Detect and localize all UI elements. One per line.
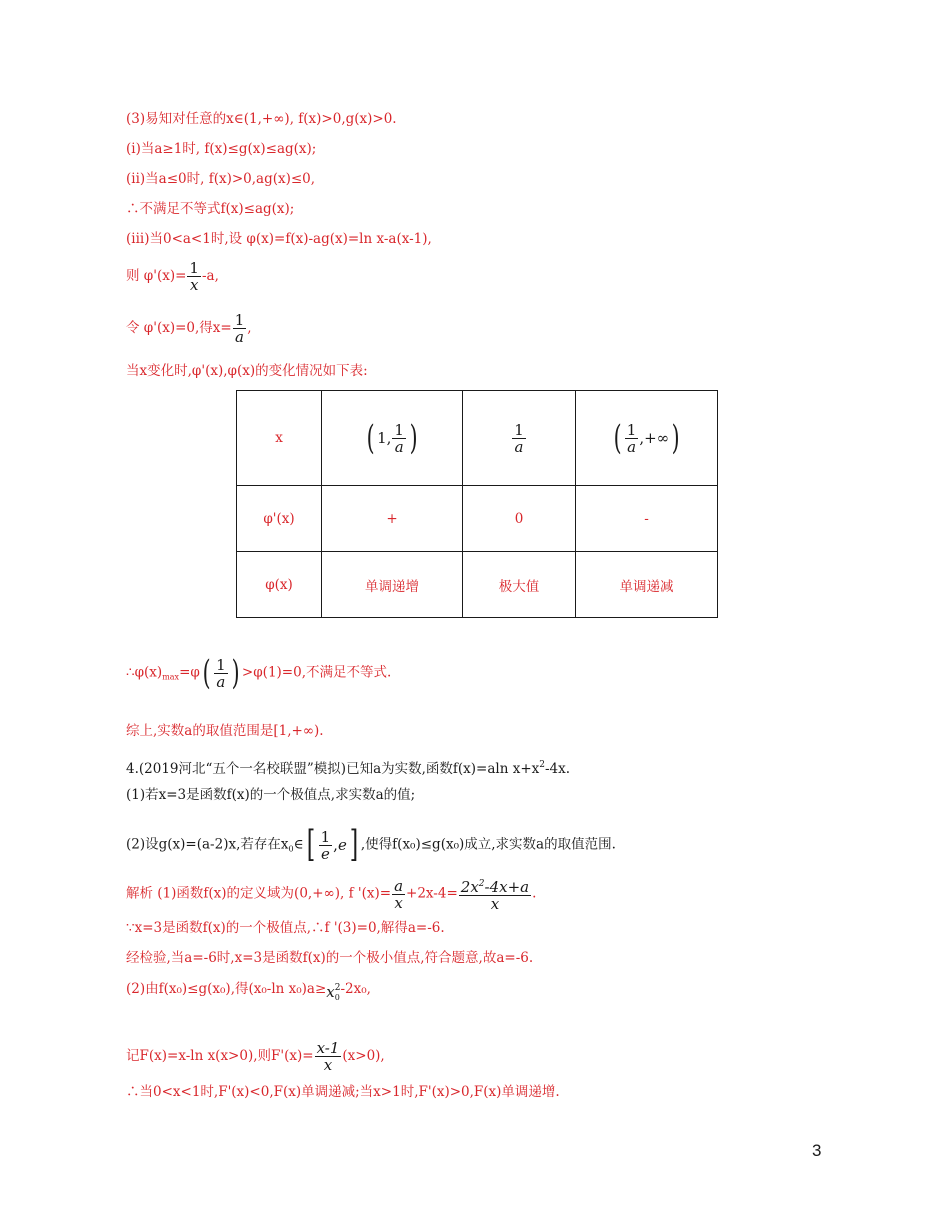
denominator: a bbox=[394, 437, 404, 456]
table-cell bbox=[576, 391, 718, 486]
text: -2x₀, bbox=[340, 981, 371, 997]
text: 令 φ'(x)=0,得x= bbox=[126, 320, 232, 336]
bracket-right: ] bbox=[349, 824, 359, 865]
solution-line-1: (3)易知对任意的x∈(1,+∞), f(x)>0,g(x)>0. bbox=[126, 111, 397, 127]
text: (2)设g(x)=(a-2)x,若存在x bbox=[126, 836, 289, 853]
fraction-1-over-a bbox=[392, 422, 406, 455]
denominator: x bbox=[323, 1056, 333, 1074]
fraction-x-minus-1-over-x bbox=[315, 1040, 342, 1073]
denominator: a bbox=[627, 437, 637, 456]
superscript: 2 bbox=[334, 983, 341, 993]
math-plus-infinity: ,+∞ bbox=[639, 429, 670, 447]
math-e: e bbox=[337, 836, 347, 854]
text: -a, bbox=[201, 268, 219, 284]
solution-line-8: 当x变化时,φ'(x),φ(x)的变化情况如下表: bbox=[126, 363, 368, 379]
problem-line-13 bbox=[126, 824, 616, 865]
text: . bbox=[532, 885, 537, 902]
fraction-1-over-a bbox=[512, 422, 526, 455]
paren-right: ) bbox=[231, 653, 240, 693]
numerator: a bbox=[394, 876, 404, 895]
solution-line-9 bbox=[126, 653, 392, 693]
solution-line-15: ∵x=3是函数f(x)的一个极值点,∴f '(3)=0,解得a=-6. bbox=[126, 920, 445, 936]
solution-line-5: (iii)当0<a<1时,设 φ(x)=f(x)-ag(x)=ln x-a(x-1), bbox=[126, 231, 432, 247]
problem-line-12: (1)若x=3是函数f(x)的一个极值点,求实数a的值; bbox=[126, 787, 416, 803]
table-cell: 单调递增 bbox=[322, 552, 463, 618]
text: (2)由f(x₀)≤g(x₀),得(x₀-ln x₀)a≥ bbox=[126, 981, 327, 997]
math-comma: , bbox=[386, 429, 392, 447]
solution-line-3: (ii)当a≤0时, f(x)>0,ag(x)≤0, bbox=[126, 171, 316, 187]
variation-table bbox=[236, 390, 718, 618]
text: +2x-4= bbox=[406, 885, 458, 902]
text: =φ bbox=[179, 664, 200, 681]
table-cell: 0 bbox=[463, 486, 576, 552]
math-x: x bbox=[326, 983, 335, 1001]
paren-right: ) bbox=[671, 418, 680, 458]
solution-line-17 bbox=[126, 980, 371, 1002]
math-comma: , bbox=[333, 836, 338, 854]
table-cell: - bbox=[576, 486, 718, 552]
table-row bbox=[237, 552, 718, 618]
math-x0-squared bbox=[326, 983, 340, 1002]
solution-line-18 bbox=[126, 1040, 385, 1073]
text: 记F(x)=x-ln x(x>0),则F'(x)= bbox=[126, 1048, 314, 1064]
table-cell: + bbox=[322, 486, 463, 552]
paren-left: ( bbox=[366, 418, 375, 458]
solution-line-14 bbox=[126, 876, 536, 912]
denominator: e bbox=[320, 844, 330, 863]
numerator: 1 bbox=[626, 420, 637, 439]
fraction-1-over-a bbox=[625, 422, 639, 455]
text: 则 φ'(x)= bbox=[126, 268, 187, 284]
fraction-1-over-a bbox=[233, 312, 247, 345]
fraction-derivative bbox=[459, 876, 531, 912]
solution-line-7 bbox=[126, 312, 252, 345]
fraction-a-over-x bbox=[392, 878, 405, 911]
table-cell bbox=[322, 391, 463, 486]
denominator: x bbox=[394, 893, 403, 912]
numerator bbox=[459, 876, 531, 896]
numerator: 1 bbox=[234, 311, 245, 329]
text: -4x. bbox=[545, 761, 571, 777]
paren-left: ( bbox=[613, 418, 622, 458]
solution-line-2: (i)当a≥1时, f(x)≤g(x)≤ag(x); bbox=[126, 141, 317, 157]
fraction-1-over-x bbox=[187, 260, 201, 293]
subscript: max bbox=[162, 672, 180, 682]
text: 4.(2019河北“五个一名校联盟”模拟)已知a为实数,函数f(x)=aln x+x bbox=[126, 761, 540, 777]
subscript: 0 bbox=[334, 993, 340, 1002]
text: (x>0), bbox=[342, 1048, 385, 1064]
table-cell: φ'(x) bbox=[237, 486, 322, 552]
denominator: x bbox=[490, 895, 500, 913]
table-row bbox=[237, 391, 718, 486]
solution-line-16: 经检验,当a=-6时,x=3是函数f(x)的一个极小值点,符合题意,故a=-6. bbox=[126, 950, 534, 966]
denominator: a bbox=[216, 672, 226, 691]
numerator: 1 bbox=[514, 420, 524, 439]
text: ∈ bbox=[293, 836, 304, 853]
table-cell: φ(x) bbox=[237, 552, 322, 618]
superscript: 2 bbox=[478, 879, 485, 889]
bracket-left: [ bbox=[306, 824, 315, 865]
paren-left: ( bbox=[202, 653, 211, 693]
math-one: 1 bbox=[377, 429, 387, 447]
numerator: 1 bbox=[189, 259, 199, 277]
solution-line-10: 综上,实数a的取值范围是[1,+∞). bbox=[126, 723, 324, 739]
table-cell: 单调递减 bbox=[576, 552, 718, 618]
numerator: 1 bbox=[394, 420, 404, 439]
fraction-1-over-e bbox=[319, 829, 333, 862]
problem-line-11 bbox=[126, 756, 570, 778]
numerator: 1 bbox=[216, 655, 226, 674]
num-part: 2x bbox=[460, 878, 479, 896]
text: ,使得f(x₀)≤g(x₀)成立,求实数a的取值范围. bbox=[360, 836, 616, 853]
subscript: 0 bbox=[288, 844, 294, 854]
denominator: a bbox=[514, 437, 524, 456]
num-part: -4x+a bbox=[484, 878, 530, 896]
fraction-1-over-a bbox=[214, 657, 228, 690]
table-row bbox=[237, 486, 718, 552]
superscript: 2 bbox=[539, 760, 545, 770]
text: >φ(1)=0,不满足不等式. bbox=[241, 664, 392, 681]
solution-line-19: ∴当0<x<1时,F'(x)<0,F(x)单调递减;当x>1时,F'(x)>0,F(x)单调递增. bbox=[126, 1084, 560, 1100]
page-number: 3 bbox=[812, 1141, 822, 1160]
text: , bbox=[247, 320, 252, 336]
paren-right: ) bbox=[409, 418, 418, 458]
text: 解析 (1)函数f(x)的定义域为(0,+∞), f '(x)= bbox=[126, 885, 392, 902]
denominator: a bbox=[235, 328, 244, 346]
table-cell bbox=[463, 391, 576, 486]
numerator: x-1 bbox=[316, 1039, 340, 1057]
table-cell: x bbox=[237, 391, 322, 486]
solution-line-6 bbox=[126, 260, 219, 293]
denominator: x bbox=[189, 276, 199, 294]
numerator: 1 bbox=[320, 827, 331, 846]
table-cell: 极大值 bbox=[463, 552, 576, 618]
solution-line-4: ∴不满足不等式f(x)≤ag(x); bbox=[126, 201, 295, 217]
text: ∴φ(x) bbox=[126, 664, 163, 681]
